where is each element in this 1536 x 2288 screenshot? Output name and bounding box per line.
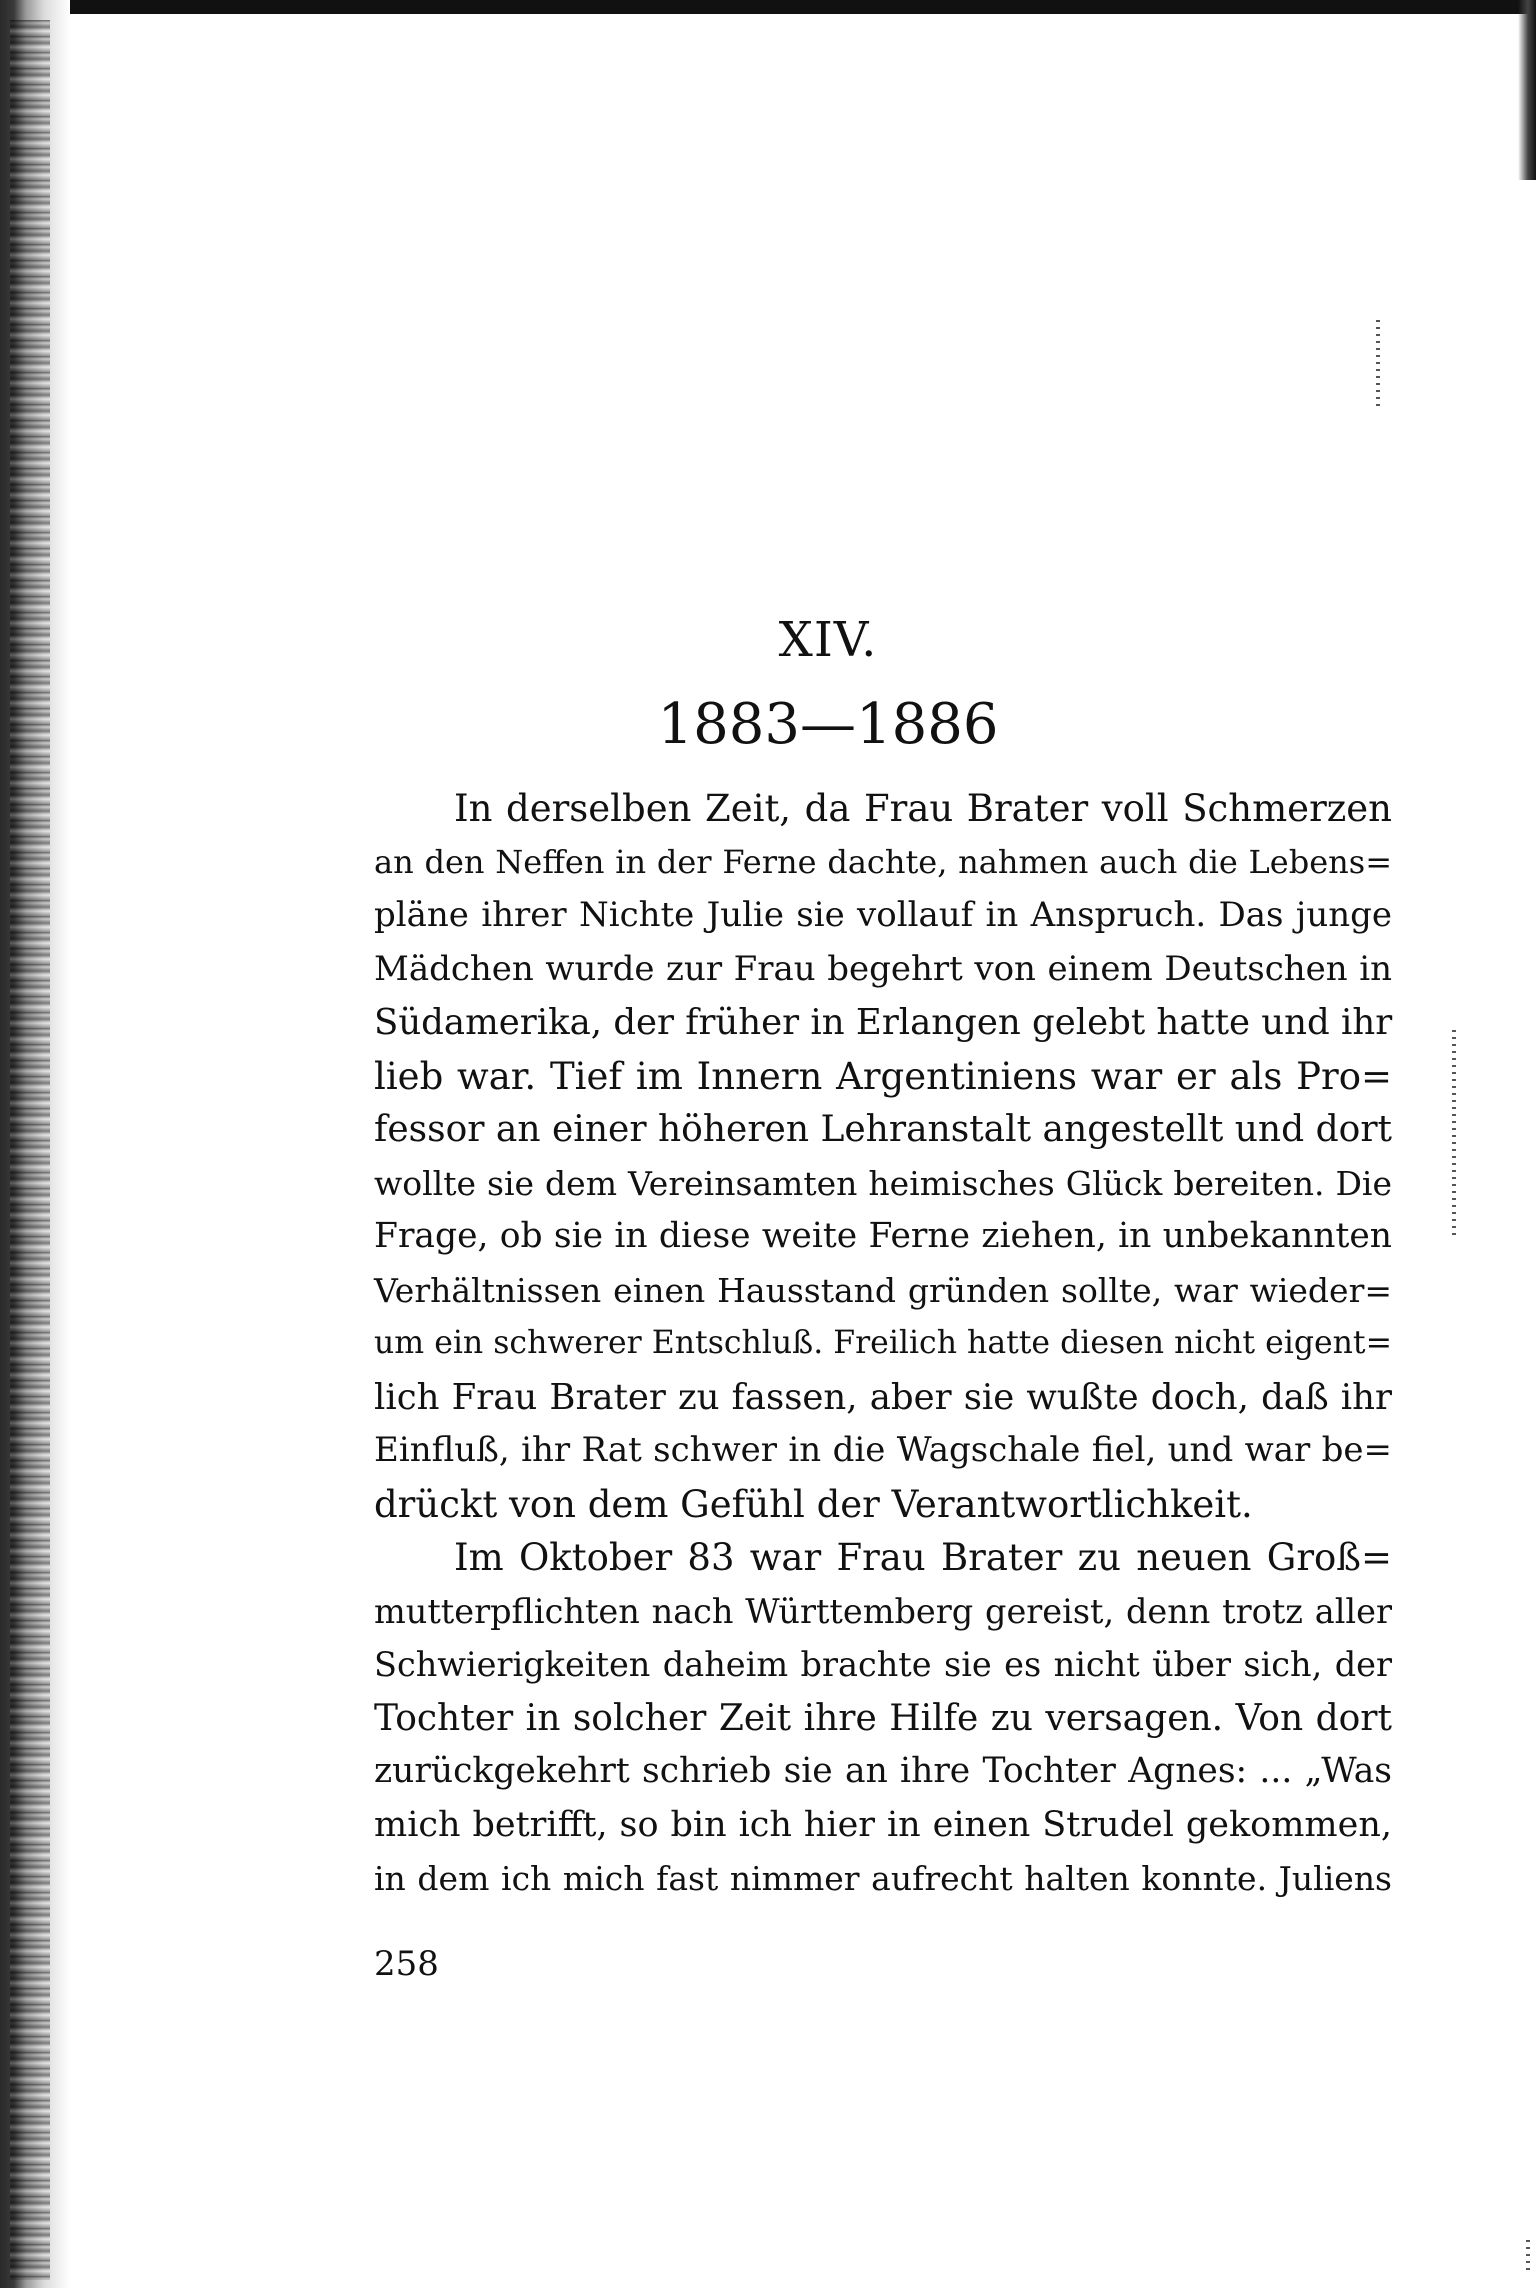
chapter-number: XIV.	[778, 612, 878, 668]
text-line: pläne ihrer Nichte Julie sie vollauf in Anspruch. Das junge	[374, 895, 1392, 935]
scan-left-edge-texture	[10, 20, 50, 2280]
text-line: Mädchen wurde zur Frau begehrt von einem Deutschen in	[374, 948, 1392, 989]
text-line: lieb war. Tief im Innern Argentiniens war er als Pro=	[374, 1054, 1392, 1098]
text-line: zurückgekehrt schrieb sie an ihre Tochter Agnes: ... „Was	[374, 1751, 1392, 1791]
text-line: Schwierigkeiten daheim brachte sie es nicht über sich, der	[374, 1645, 1392, 1684]
chapter-body-text	[374, 782, 1392, 1906]
text-line: Südamerika, der früher in Erlangen gelebt hatte und ihr	[374, 1002, 1393, 1043]
text-line: an den Neffen in der Ferne dachte, nahmen auch die Lebens=	[374, 842, 1392, 881]
text-line: mutterpflichten nach Württemberg gereist, denn trotz aller	[374, 1591, 1392, 1631]
chapter-years: 1883—1886	[657, 692, 999, 757]
text-line: Einfluß, ihr Rat schwer in die Wagschale fiel, und war be=	[374, 1430, 1392, 1470]
scan-right-edge	[1518, 0, 1536, 180]
text-line: lich Frau Brater zu fassen, aber sie wußte doch, daß ihr	[374, 1376, 1392, 1418]
text-line: Frage, ob sie in diese weite Ferne ziehen, in unbekannten	[374, 1216, 1392, 1256]
text-line: fessor an einer höheren Lehranstalt angestellt und dort	[374, 1109, 1392, 1150]
text-line: Verhältnissen einen Hausstand gründen sollte, war wieder=	[374, 1270, 1392, 1310]
text-line: mich betrifft, so bin ich hier in einen Strudel gekommen,	[374, 1804, 1392, 1845]
scan-margin-speck	[1452, 1030, 1456, 1240]
scan-margin-speck	[1376, 320, 1380, 410]
text-line: in dem ich mich fast nimmer aufrecht halten konnte. Juliens	[374, 1859, 1392, 1898]
text-line: drückt von dem Gefühl der Verantwortlichkeit.	[374, 1482, 1253, 1526]
scan-margin-speck	[1526, 2240, 1530, 2270]
text-line: wollte sie dem Vereinsamten heimisches Glück bereiten. Die	[374, 1163, 1392, 1203]
text-line: Im Oktober 83 war Frau Brater zu neuen Groß=	[454, 1536, 1392, 1579]
page-number: 258	[374, 1944, 439, 1984]
scan-top-edge	[0, 0, 1536, 14]
text-line: Tochter in solcher Zeit ihre Hilfe zu versagen. Von dort	[374, 1697, 1392, 1739]
text-line: In derselben Zeit, da Frau Brater voll Schmerzen	[454, 787, 1392, 830]
text-line: um ein schwerer Entschluß. Freilich hatte diesen nicht eigent=	[374, 1325, 1392, 1361]
